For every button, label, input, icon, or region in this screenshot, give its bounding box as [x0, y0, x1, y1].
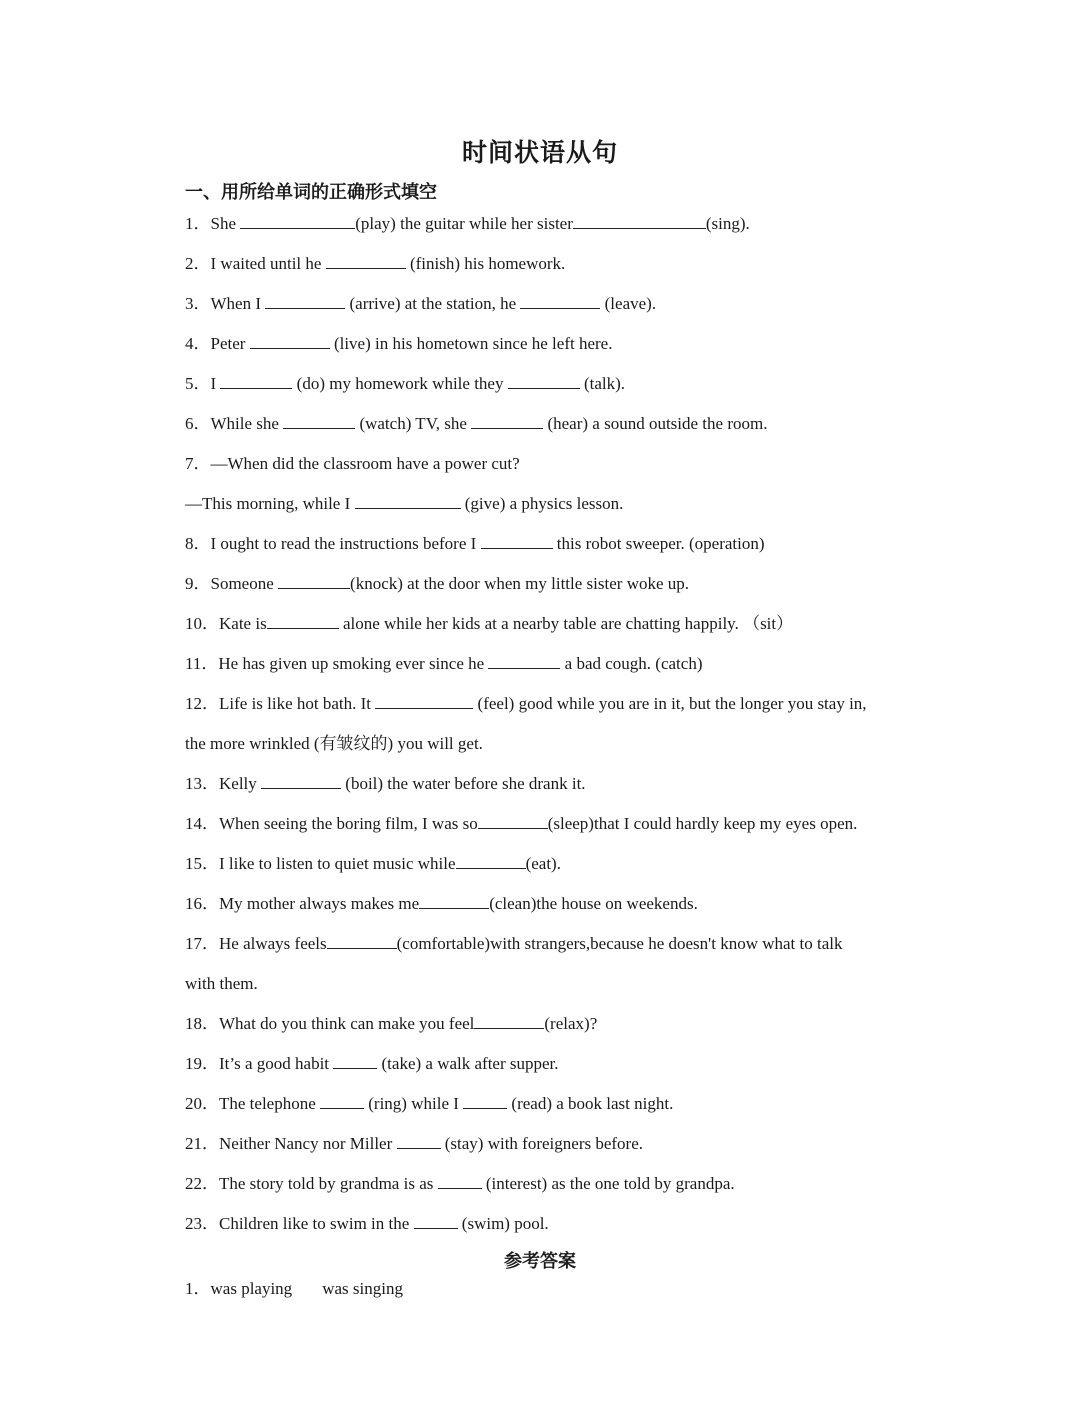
page-title: 时间状语从句	[461, 138, 618, 167]
question-text: (take) a walk after supper.	[377, 1054, 559, 1073]
question-4	[185, 333, 612, 355]
question-number: 16．	[185, 894, 219, 913]
question-number: 3．	[185, 294, 211, 313]
question-22	[185, 1173, 735, 1195]
answer-blank[interactable]	[265, 293, 345, 309]
answer-blank[interactable]	[375, 693, 473, 709]
question-text: She	[210, 214, 241, 233]
question-text: (hear) a sound outside the room.	[543, 414, 768, 433]
question-9	[185, 573, 689, 595]
question-text: (swim) pool.	[457, 1214, 549, 1233]
question-number: 20．	[185, 1094, 219, 1113]
answer-blank[interactable]	[471, 413, 543, 429]
question-number: 4．	[185, 334, 211, 353]
question-12-continued	[185, 733, 483, 755]
answer-blank[interactable]	[220, 373, 292, 389]
question-11	[185, 653, 703, 675]
question-text: (watch) TV, she	[355, 414, 472, 433]
answer-key-heading: 参考答案	[504, 1251, 576, 1272]
question-number: 14．	[185, 814, 219, 833]
question-number: 21．	[185, 1134, 219, 1153]
question-text: (feel) good while you are in it, but the longer you stay in,	[473, 694, 867, 713]
question-23	[185, 1213, 549, 1235]
question-text: When I	[210, 294, 266, 313]
answer-text: was playing	[210, 1279, 293, 1298]
question-number: 11．	[185, 654, 219, 673]
question-17	[185, 933, 843, 955]
question-number: 15．	[185, 854, 219, 873]
question-text: (interest) as the one told by grandpa.	[481, 1174, 735, 1193]
question-6	[185, 413, 767, 435]
answer-blank[interactable]	[250, 333, 330, 349]
question-text: (arrive) at the station, he	[345, 294, 521, 313]
question-text: (comfortable)with strangers,because he doesn't know what to talk	[396, 934, 843, 953]
question-number: 13．	[185, 774, 219, 793]
answer-blank[interactable]	[573, 213, 706, 229]
answer-blank[interactable]	[278, 573, 350, 589]
answer-blank[interactable]	[463, 1093, 507, 1109]
question-text: (talk).	[579, 374, 626, 393]
question-number: 23．	[185, 1214, 219, 1233]
question-text: (ring) while I	[364, 1094, 464, 1113]
answer-blank[interactable]	[320, 1093, 364, 1109]
answer-blank[interactable]	[488, 653, 560, 669]
answer-blank[interactable]	[508, 373, 580, 389]
question-text: It’s a good habit	[219, 1054, 334, 1073]
question-number: 18．	[185, 1014, 219, 1033]
question-text: Kelly	[219, 774, 262, 793]
question-text: The story told by grandma is as	[219, 1174, 438, 1193]
question-8	[185, 533, 765, 555]
question-text: I ought to read the instructions before I	[210, 534, 481, 553]
question-text: What do you think can make you feel	[219, 1014, 475, 1033]
section-heading: 一、用所给单词的正确形式填空	[185, 182, 437, 203]
answer-text: was singing	[322, 1279, 403, 1298]
answer-blank[interactable]	[240, 213, 355, 229]
question-text: Neither Nancy nor Miller	[219, 1134, 397, 1153]
answer-blank[interactable]	[267, 613, 339, 629]
answer-blank[interactable]	[438, 1173, 482, 1189]
question-13	[185, 773, 586, 795]
question-text: (finish) his homework.	[405, 254, 566, 273]
question-number: 7．	[185, 454, 211, 473]
question-12	[185, 693, 867, 715]
question-text: My mother always makes me	[219, 894, 420, 913]
question-number: 5．	[185, 374, 211, 393]
question-17-continued	[185, 973, 258, 995]
question-number: 19．	[185, 1054, 219, 1073]
answer-blank[interactable]	[481, 533, 553, 549]
question-number: 8．	[185, 534, 211, 553]
question-number: 17．	[185, 934, 219, 953]
question-number: 10．	[185, 614, 219, 633]
answer-blank[interactable]	[333, 1053, 377, 1069]
question-text: I like to listen to quiet music while	[219, 854, 456, 873]
answer-blank[interactable]	[397, 1133, 441, 1149]
question-text: (sleep)that I could hardly keep my eyes open.	[547, 814, 858, 833]
question-19	[185, 1053, 559, 1075]
question-text: (eat).	[525, 854, 561, 873]
question-text: (boil) the water before she drank it.	[341, 774, 586, 793]
question-text: (do) my homework while they	[292, 374, 508, 393]
question-text: Someone	[210, 574, 279, 593]
answer-number: 1．	[185, 1279, 211, 1298]
question-16	[185, 893, 698, 915]
question-text: (play) the guitar while her sister	[355, 214, 573, 233]
question-text: While she	[210, 414, 284, 433]
question-text: (clean)the house on weekends.	[489, 894, 698, 913]
question-text: The telephone	[219, 1094, 321, 1113]
question-number: 2．	[185, 254, 211, 273]
question-21	[185, 1133, 643, 1155]
question-text: (read) a book last night.	[507, 1094, 674, 1113]
question-text: (relax)?	[544, 1014, 598, 1033]
question-text: (give) a physics lesson.	[460, 494, 624, 513]
question-text: (knock) at the door when my little sister woke up.	[350, 574, 690, 593]
question-number: 6．	[185, 414, 211, 433]
question-text: this robot sweeper. (operation)	[552, 534, 765, 553]
question-20	[185, 1093, 673, 1115]
answer-blank[interactable]	[478, 813, 548, 829]
question-text: I	[210, 374, 221, 393]
question-text: (stay) with foreigners before.	[440, 1134, 644, 1153]
question-text: with them.	[185, 974, 258, 993]
answer-blank[interactable]	[419, 893, 489, 909]
question-text: I waited until he	[210, 254, 326, 273]
question-text: Kate is	[219, 614, 267, 633]
answer-blank[interactable]	[283, 413, 355, 429]
question-text: (leave).	[600, 294, 657, 313]
question-text: He has given up smoking ever since he	[218, 654, 489, 673]
question-14	[185, 813, 857, 835]
question-text: —This morning, while I	[185, 494, 355, 513]
question-10	[185, 613, 793, 635]
question-text: Peter	[210, 334, 250, 353]
question-text: the more wrinkled (有皱纹的) you will get.	[185, 734, 483, 753]
answer-blank[interactable]	[474, 1013, 544, 1029]
question-1	[185, 213, 750, 235]
question-18	[185, 1013, 597, 1035]
question-text: (live) in his hometown since he left here.	[329, 334, 613, 353]
question-number: 12．	[185, 694, 219, 713]
answer-blank[interactable]	[355, 493, 461, 509]
question-number: 1．	[185, 214, 211, 233]
answer-blank[interactable]	[261, 773, 341, 789]
question-text: —When did the classroom have a power cut?	[210, 454, 520, 473]
answer-1	[185, 1274, 433, 1299]
question-text: Life is like hot bath. It	[219, 694, 376, 713]
question-15	[185, 853, 561, 875]
question-text: a bad cough. (catch)	[560, 654, 703, 673]
question-number: 22．	[185, 1174, 219, 1193]
answer-blank[interactable]	[520, 293, 600, 309]
question-7	[185, 453, 520, 475]
answer-blank[interactable]	[414, 1213, 458, 1229]
question-text: Children like to swim in the	[219, 1214, 414, 1233]
question-2	[185, 253, 565, 275]
answer-blank[interactable]	[326, 253, 406, 269]
question-7-response	[185, 493, 623, 515]
question-text: When seeing the boring film, I was so	[219, 814, 478, 833]
question-3	[185, 293, 656, 315]
question-5	[185, 373, 625, 395]
question-number: 9．	[185, 574, 211, 593]
question-text: He always feels	[219, 934, 327, 953]
answer-blank[interactable]	[456, 853, 526, 869]
answer-blank[interactable]	[327, 933, 397, 949]
question-text: (sing).	[705, 214, 750, 233]
question-text: alone while her kids at a nearby table are chatting happily. （sit）	[338, 614, 794, 633]
